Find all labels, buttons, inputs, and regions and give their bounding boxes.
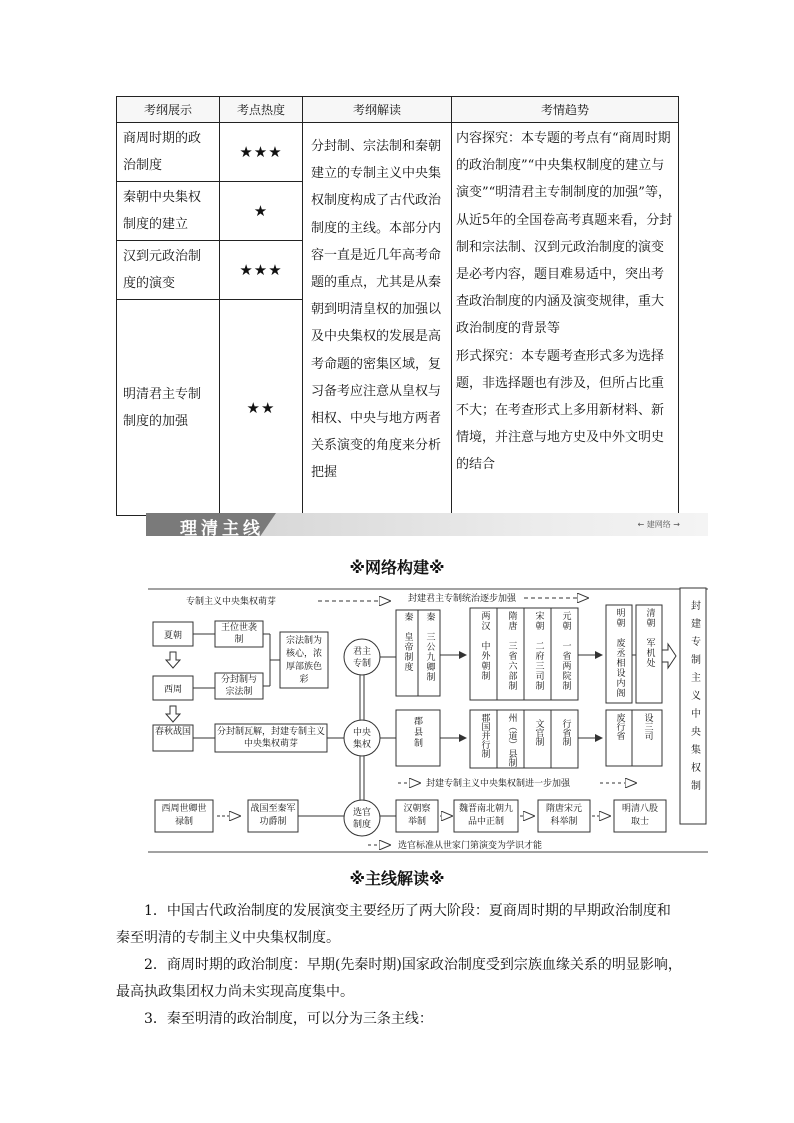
label-qin2: 秦: [424, 612, 435, 622]
label-wajie: 分封制瓦解，封建专制主义中央集权萌芽: [217, 727, 326, 749]
heat-stars: ★★★: [220, 241, 303, 300]
label-feixingsheng: 废行省: [614, 713, 625, 740]
label-xizhou: 西周: [163, 685, 183, 695]
label-erfu: 二府三司制: [533, 641, 544, 691]
label-yuan: 元朝: [560, 611, 571, 631]
label-bagu: 明清八股取士: [621, 804, 658, 827]
table-header-cell: 考点热度: [220, 97, 303, 123]
label-xingsheng: 行省制: [560, 719, 571, 746]
label-zhongyang-1: 中央: [352, 728, 372, 738]
topic-cell: 秦朝中央集权制度的建立: [117, 182, 220, 241]
label-yisheng: 一省两院制: [560, 641, 571, 691]
table-header-cell: 考情趋势: [452, 97, 679, 123]
label-right-summary: 封建专制主义中央集权制: [688, 600, 700, 798]
down-arrow-icon: [166, 706, 180, 722]
label-qing: 清朝: [644, 608, 655, 628]
down-arrow-icon: [166, 652, 180, 668]
label-zhouxian: 州（道）县制: [506, 713, 517, 767]
label-huangdi: 皇帝制度: [402, 632, 413, 672]
trend-form-text: 形式探究：本专题考查形式多为选择题，非选择题也有涉及，但所占比重不大；在考查形式上多用新材料、新情境，并注意与地方史及中外文明史的结合: [456, 348, 665, 473]
topic-cell: 汉到元政治制度的演变: [117, 241, 220, 300]
label-song: 宋朝: [533, 611, 544, 631]
label-junxian: 郡县制: [412, 716, 422, 749]
topic-cell: 明清君主专制制度的加强: [117, 300, 220, 516]
label-fenfeng: 分封制与宗法制: [220, 675, 257, 697]
label-ming: 明朝: [614, 608, 625, 628]
label-sansheng: 三省六部制: [506, 641, 517, 691]
label-suitang: 隋唐: [506, 611, 517, 631]
label-selection-evolution: 选官标准从世家门第演变为学识才能: [398, 841, 543, 851]
banner-tag: ← 建网络 →: [637, 520, 680, 529]
label-lianghan: 两汉: [479, 611, 490, 631]
right-arrow-icon: [662, 644, 676, 668]
label-zhongwai: 中外朝制: [479, 641, 490, 681]
label-chaju: 汉朝察举制: [403, 804, 431, 827]
label-junzhu-2: 专制: [352, 659, 372, 669]
label-sangong: 三公九卿制: [424, 632, 435, 682]
label-zhongyang-2: 集权: [352, 740, 372, 750]
paragraph-1: 1．中国古代政治制度的发展演变主要经历了两大阶段：夏商周时期的早期政治制度和秦至明清的专制主义中央集权制度。: [116, 903, 671, 946]
label-xuanguan-2: 制度: [352, 820, 372, 830]
table-header-cell: 考纲解读: [303, 97, 452, 123]
label-junggong: 战国至秦军功爵制: [250, 804, 296, 827]
label-jiupin: 魏晋南北朝九品中正制: [458, 804, 513, 827]
banner-title: 理清主线: [180, 519, 264, 539]
heat-stars: ★: [220, 182, 303, 241]
topic-cell: 商周时期的政治制度: [117, 123, 220, 182]
network-heading: ※网络构建※: [349, 558, 445, 577]
label-xia: 夏朝: [163, 631, 183, 641]
label-wangwei: 王位世袭制: [220, 623, 257, 645]
label-shesansi: 设三司: [642, 713, 653, 740]
label-germination: 专制主义中央集权萌芽: [186, 597, 277, 607]
label-junjichu: 军机处: [644, 638, 655, 668]
label-junguo: 郡国并行制: [479, 713, 490, 758]
paragraph-3: 3．秦至明清的政治制度，可以分为三条主线：: [144, 1011, 433, 1027]
node-zhongyang: [344, 720, 380, 756]
label-qin1: 秦: [402, 612, 413, 622]
label-zongfa: 宗法制为核心，浓厚部族色彩: [285, 636, 322, 685]
trend-content-text: 内容探究：本专题的考点有“商周时期的政治制度”“中央集权制度的建立与演变”“明清君主专制制度的加强”等，从近5年的全国卷高考真题来看，分封制和宗法制、汉到元政治制度的演变是必考内容，题目难易适中，突出考查政治制度的内涵及演变规律，重大政治制度的背景等: [456, 131, 673, 337]
paragraph-2: 2．商周时期的政治制度：早期(先秦时期)国家政治制度受到宗族血缘关系的明显影响，最高执政集团权力尚未实现高度集中。: [116, 957, 682, 1000]
heat-stars: ★★: [220, 300, 303, 516]
node-junzhu: [344, 639, 380, 675]
label-autocracy-strengthen: 封建君主专制统治逐步加强: [408, 594, 517, 604]
node-xuanguan: [344, 800, 380, 836]
label-xuanguan-1: 选官: [352, 808, 372, 818]
label-chunqiu: 春秋战国: [154, 727, 191, 737]
label-further-strengthen: 封建专制主义中央集权制进一步加强: [426, 779, 571, 789]
label-junzhu-1: 君主: [352, 647, 372, 657]
label-wenguan: 文官制: [533, 719, 544, 746]
mainline-heading: ※主线解读※: [349, 869, 445, 888]
heat-stars: ★★★: [220, 123, 303, 182]
table-header-cell: 考纲展示: [117, 97, 220, 123]
label-keju: 隋唐宋元科举制: [545, 804, 582, 827]
label-shiqing: 西周世卿世禄制: [161, 804, 207, 827]
interpretation-text: 分封制、宗法制和秦朝建立的专制主义中央集权制度构成了古代政治制度的主线。本部分内容一直是近几年高考命题的重点，尤其是从秦朝到明清皇权的加强以及中央集权的发展是高考命题的密集区域，复习备考应注意从皇权与相权、中央与地方两者关系演变的角度来分析把握: [311, 139, 442, 481]
label-feicheng: 废丞相设内阁: [614, 638, 625, 698]
